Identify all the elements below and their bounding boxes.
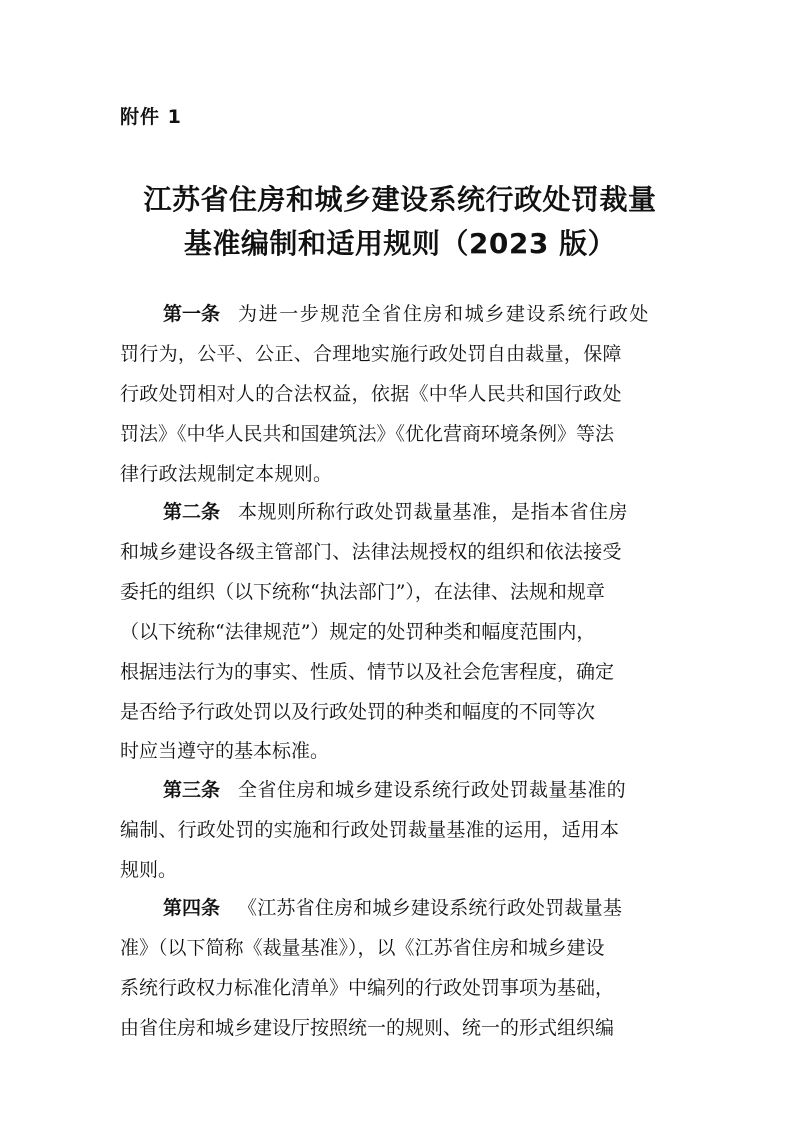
article-3-text: 全省住房和城乡建设系统行政处罚裁量基准的 [238, 779, 627, 801]
article-4-line-1 [163, 896, 622, 920]
article-4-line-2: 准》（以下简称《裁量基准》），以《江苏省住房和城乡建设 [120, 937, 605, 959]
article-2-heading: 第二条 [163, 501, 221, 523]
attachment-label: 附件 1 [120, 106, 182, 128]
article-1-line-4: 罚法》《中华人民共和国建筑法》《优化营商环境条例》等法 [120, 423, 615, 445]
article-2-line-4: （以下统称“法律规范”）规定的处罚种类和幅度范围内， [120, 621, 596, 643]
article-3-line-3: 规则。 [120, 859, 178, 881]
article-3-line-1 [163, 778, 626, 802]
article-3-line-2: 编制、行政处罚的实施和行政处罚裁量基准的运用，适用本 [120, 819, 620, 841]
document-title-line-2: 基准编制和适用规则（2023 版） [183, 227, 617, 260]
article-4-heading: 第四条 [163, 897, 221, 919]
article-1-line-5: 律行政法规制定本规则。 [120, 463, 333, 485]
article-2-line-3: 委托的组织（以下统称“执法部门”），在法律、法规和规章 [120, 581, 605, 603]
article-2-line-5: 根据违法行为的事实、性质、情节以及社会危害程度，确定 [120, 661, 615, 683]
article-3-heading: 第三条 [163, 779, 221, 801]
article-2-line-1 [163, 500, 628, 524]
article-4-text: 《江苏省住房和城乡建设系统行政处罚裁量基 [238, 897, 623, 919]
article-4-line-4: 由省住房和城乡建设厅按照统一的规则、统一的形式组织编 [120, 1017, 615, 1039]
article-1-line-3: 行政处罚相对人的合法权益，依据《中华人民共和国行政处 [120, 383, 622, 405]
article-2-line-7: 时应当遵守的基本标准。 [120, 740, 330, 762]
article-2-line-6: 是否给予行政处罚以及行政处罚的种类和幅度的不同等次 [120, 701, 596, 723]
article-1-heading: 第一条 [163, 303, 221, 325]
article-4-line-3: 系统行政权力标准化清单》中编列的行政处罚事项为基础， [120, 977, 615, 999]
article-1-line-2: 罚行为，公平、公正、合理地实施行政处罚自由裁量，保障 [120, 343, 622, 365]
article-2-line-2: 和城乡建设各级主管部门、法律法规授权的组织和依法接受 [120, 541, 622, 563]
article-2-text: 本规则所称行政处罚裁量基准，是指本省住房 [238, 501, 629, 523]
article-1-line-1 [163, 302, 650, 326]
article-1-text: 为进一步规范全省住房和城乡建设系统行政处 [238, 303, 651, 325]
document-title-line-1: 江苏省住房和城乡建设系统行政处罚裁量 [143, 183, 657, 216]
